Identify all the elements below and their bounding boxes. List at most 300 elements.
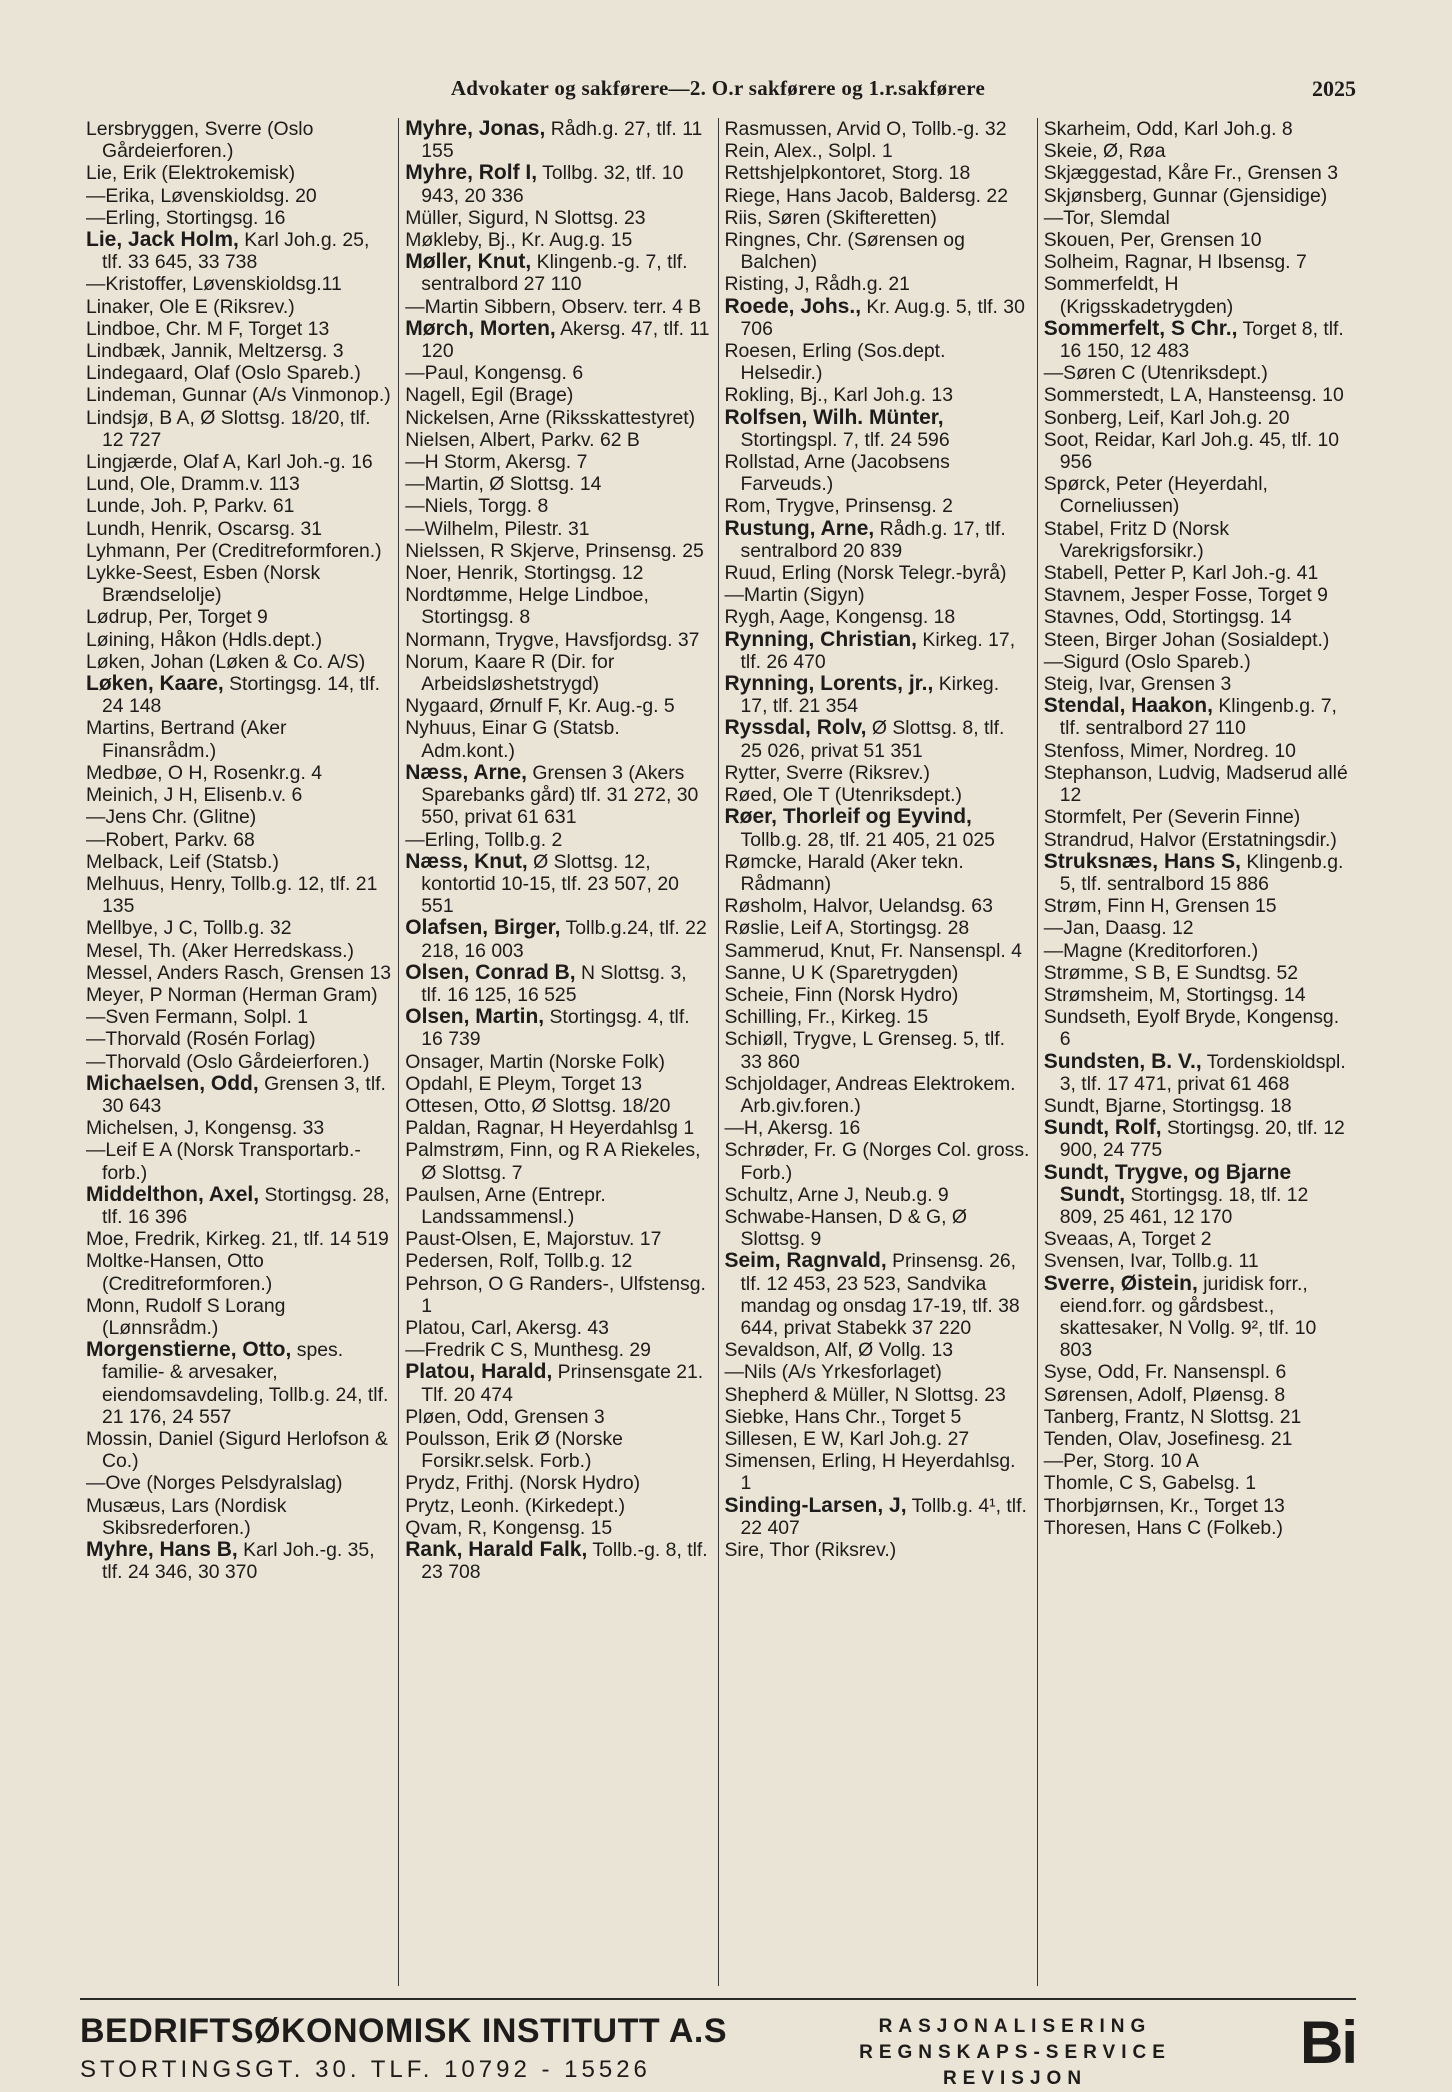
entry-text: —Erika, Løvenskioldsg. 20 (86, 184, 317, 207)
entry-text: Stephanson, Ludvig, Madserud allé 12 (1043, 761, 1348, 807)
entry-name: Sundt, Trygve, og Bjarne Sundt, (1043, 1160, 1292, 1206)
entry-text: Strandrud, Halvor (Erstatningsdir.) (1043, 828, 1337, 851)
directory-entry (1044, 673, 1350, 695)
entry-text: Sørensen, Adolf, Pløensg. 8 (1043, 1383, 1286, 1406)
entry-name: Rolfsen, Wilh. Münter, (724, 405, 944, 429)
directory-entry (725, 1539, 1031, 1561)
entry-text: Platou, Carl, Akersg. 43 (405, 1316, 609, 1339)
entry-text: Rådh.g. 17, tlf. sentralbord 20 839 (740, 517, 1006, 562)
entry-name: Rynning, Lorents, jr., (724, 672, 934, 696)
entry-text: Thomle, C S, Gabelsg. 1 (1043, 1472, 1257, 1495)
directory-entry (405, 362, 711, 384)
entry-text: Stabell, Petter P, Karl Joh.-g. 41 (1043, 562, 1319, 585)
directory-entry (405, 407, 711, 429)
entry-text: —Erling, Stortingsg. 16 (86, 206, 286, 229)
directory-entry (405, 962, 711, 1006)
entry-text: N Slottsg. 3, tlf. 16 125, 16 525 (421, 961, 687, 1006)
directory-entry (86, 606, 392, 628)
entry-text: Moe, Fredrik, Kirkeg. 21, tlf. 14 519 (86, 1228, 389, 1251)
directory-entry (86, 384, 392, 406)
directory-entry (1044, 1450, 1350, 1472)
directory-entry (86, 451, 392, 473)
entry-text: Lindsjø, B A, Ø Slottsg. 18/20, tlf. 12 727 (86, 406, 371, 451)
entry-name: Platou, Harald, (405, 1360, 553, 1384)
directory-entry (86, 784, 392, 806)
entry-text: Karl Joh.-g. 35, tlf. 24 346, 30 370 (102, 1539, 375, 1584)
directory-entry (1044, 1117, 1350, 1161)
directory-entry (86, 495, 392, 517)
entry-text: Lyhmann, Per (Creditreformforen.) (86, 539, 382, 562)
directory-entry (405, 1361, 711, 1405)
entry-text: Meinich, J H, Elisenb.v. 6 (86, 784, 303, 807)
directory-entry (1044, 207, 1350, 229)
directory-entry (405, 540, 711, 562)
entry-text: Kirkeg. 17, tlf. 21 354 (740, 673, 1000, 718)
directory-entry (1044, 651, 1350, 673)
entry-text: Løining, Håkon (Hdls.dept.) (86, 628, 323, 651)
directory-entry (405, 651, 711, 695)
directory-entry (725, 340, 1031, 384)
entry-text: Tordenskioldspl. 3, tlf. 17 471, privat 61 468 (1059, 1050, 1346, 1095)
entry-text: Tanberg, Frantz, N Slottsg. 21 (1043, 1405, 1302, 1428)
entry-text: Mesel, Th. (Aker Herredskass.) (86, 939, 354, 962)
directory-entry (725, 185, 1031, 207)
entry-text: Prydz, Frithj. (Norsk Hydro) (405, 1472, 641, 1495)
entry-text: —H Storm, Akersg. 7 (405, 451, 588, 474)
entry-text: Lindbæk, Jannik, Meltzersg. 3 (86, 340, 344, 363)
directory-entry (86, 362, 392, 384)
directory-entry (725, 207, 1031, 229)
entry-text: Nielssen, R Skjerve, Prinsensg. 25 (405, 539, 704, 562)
directory-entry (405, 1539, 711, 1583)
entry-text: Kr. Aug.g. 5, tlf. 30 706 (740, 295, 1025, 340)
directory-entry (1044, 162, 1350, 184)
entry-text: Shepherd & Müller, N Slottsg. 23 (724, 1383, 1006, 1406)
directory-entry (1044, 118, 1350, 140)
entry-text: —H, Akersg. 16 (724, 1117, 861, 1140)
entry-text: —Leif E A (Norsk Transportarb.-forb.) (86, 1139, 361, 1184)
directory-entry (405, 495, 711, 517)
directory-entry (1044, 851, 1350, 895)
entry-text: Røsholm, Halvor, Uelandsg. 63 (724, 895, 993, 918)
entry-name: Middelthon, Axel, (86, 1182, 260, 1206)
entry-text: Rådh.g. 27, tlf. 11 155 (421, 118, 703, 163)
entry-text: —Sven Fermann, Solpl. 1 (86, 1006, 309, 1029)
entry-text: Rømcke, Harald (Aker tekn. Rådmann) (724, 850, 964, 895)
directory-entry (405, 1095, 711, 1117)
entry-text: Sonberg, Leif, Karl Joh.g. 20 (1043, 406, 1290, 429)
entry-text: Svensen, Ivar, Tollb.g. 11 (1043, 1250, 1259, 1273)
entry-text: Syse, Odd, Fr. Nansenspl. 6 (1043, 1361, 1287, 1384)
directory-entry (405, 1117, 711, 1139)
entry-text: Røed, Ole T (Utenriksdept.) (724, 784, 962, 807)
footer-service-item: RASJONALISERING (878, 2016, 1152, 2037)
entry-name: Myhre, Hans B, (86, 1538, 238, 1561)
entry-name: Myhre, Rolf I, (405, 161, 538, 185)
entry-text: Martins, Bertrand (Aker Finansrådm.) (86, 717, 287, 762)
directory-entry (725, 984, 1031, 1006)
directory-entry (86, 651, 392, 673)
directory-entry (405, 162, 711, 206)
directory-entry (1044, 185, 1350, 207)
entry-text: Schiøll, Trygve, L Grenseg. 5, tlf. 33 860 (724, 1028, 1006, 1073)
directory-entry (405, 1228, 711, 1250)
entry-text: —Ove (Norges Pelsdyralslag) (86, 1472, 343, 1495)
directory-entry (725, 606, 1031, 628)
directory-entry (1044, 1361, 1350, 1383)
directory-entry (405, 1006, 711, 1050)
entry-text: Onsager, Martin (Norske Folk) (405, 1050, 665, 1073)
directory-entry (725, 673, 1031, 717)
page-number: 2025 (1312, 76, 1356, 101)
directory-entry (86, 473, 392, 495)
entry-text: —Paul, Kongensg. 6 (405, 362, 584, 385)
directory-entry (86, 340, 392, 362)
entry-text: Sevaldson, Alf, Ø Vollg. 13 (724, 1339, 954, 1362)
entry-text: Skarheim, Odd, Karl Joh.g. 8 (1043, 118, 1293, 140)
directory-entry (1044, 1250, 1350, 1272)
entry-text: Ø Slottsg. 12, kontortid 10-15, tlf. 23 507, 20 551 (421, 850, 679, 918)
entry-text: Rokling, Bj., Karl Joh.g. 13 (724, 384, 953, 407)
entry-text: Siebke, Hans Chr., Torget 5 (724, 1405, 962, 1428)
directory-entry (1044, 384, 1350, 406)
entry-name: Næss, Knut, (405, 849, 528, 873)
entry-text: Musæus, Lars (Nordisk Skibsrederforen.) (86, 1494, 287, 1539)
directory-entry (86, 917, 392, 939)
directory-entry (86, 1539, 392, 1583)
entry-text: —Kristoffer, Løvenskioldsg.11 (86, 273, 342, 296)
entry-name: Rank, Harald Falk, (405, 1538, 588, 1561)
entry-text: Strømme, S B, E Sundtsg. 52 (1043, 961, 1299, 984)
directory-entry (725, 1139, 1031, 1183)
directory-entry (1044, 606, 1350, 628)
directory-entry (1044, 806, 1350, 828)
entry-text: Stortingsg. 18, tlf. 12 809, 25 461, 12 170 (1059, 1183, 1309, 1228)
directory-column (80, 118, 398, 1986)
directory-entry (405, 451, 711, 473)
directory-entry (405, 695, 711, 717)
entry-text: —Thorvald (Oslo Gårdeierforen.) (86, 1050, 370, 1073)
directory-entry (1044, 1095, 1350, 1117)
directory-entry (1044, 984, 1350, 1006)
directory-entry (86, 162, 392, 184)
directory-entry (86, 829, 392, 851)
entry-text: Lunde, Joh. P, Parkv. 61 (86, 495, 295, 518)
entry-text: Lindboe, Chr. M F, Torget 13 (86, 317, 330, 340)
entry-text: Stavnem, Jesper Fosse, Torget 9 (1043, 584, 1328, 607)
entry-text: Stortingsg. 4, tlf. 16 739 (421, 1006, 690, 1051)
entry-name: Rynning, Christian, (724, 627, 918, 651)
entry-text: —Søren C (Utenriksdept.) (1043, 362, 1268, 385)
entry-text: Nickelsen, Arne (Riksskattestyret) (405, 406, 696, 429)
entry-text: Ø Slottsg. 8, tlf. 25 026, privat 51 351 (740, 717, 1005, 762)
directory-entry (1044, 1051, 1350, 1095)
directory-entry (86, 1028, 392, 1050)
entry-text: Lindegaard, Olaf (Oslo Spareb.) (86, 362, 361, 385)
directory-entry (1044, 1162, 1350, 1229)
entry-name: Røer, Thorleif og Eyvind, (724, 805, 972, 829)
entry-text: spes. familie- & arvesaker, eiendomsavdeling, Tollb.g. 24, tlf. 21 176, 24 557 (102, 1339, 389, 1428)
entry-text: —Fredrik C S, Munthesg. 29 (405, 1339, 651, 1362)
entry-text: Strømsheim, M, Stortingsg. 14 (1043, 983, 1306, 1006)
directory-entry (1044, 1472, 1350, 1494)
entry-name: Næss, Arne, (405, 760, 528, 784)
directory-entry (725, 851, 1031, 895)
entry-text: Nyhuus, Einar G (Statsb. Adm.kont.) (405, 717, 620, 762)
directory-entry (725, 118, 1031, 140)
entry-text: Pløen, Odd, Grensen 3 (405, 1405, 605, 1428)
entry-text: Torget 8, tlf. 16 150, 12 483 (1059, 317, 1344, 363)
entry-text: Sveaas, A, Torget 2 (1043, 1228, 1212, 1251)
entry-text: Rettshjelpkontoret, Storg. 18 (724, 162, 971, 185)
directory-entry (725, 940, 1031, 962)
entry-text: Medbøe, O H, Rosenkr.g. 4 (86, 761, 323, 784)
entry-text: Ruud, Erling (Norsk Telegr.-byrå) (724, 562, 1007, 585)
entry-text: —Erling, Tollb.g. 2 (405, 828, 563, 851)
entry-text: Melback, Leif (Statsb.) (86, 850, 279, 873)
directory-entry (86, 1184, 392, 1228)
entry-text: Klingenb.g. 7, tlf. sentralbord 27 110 (1059, 695, 1337, 740)
directory-entry (725, 1406, 1031, 1428)
entry-text: Riege, Hans Jacob, Baldersg. 22 (724, 184, 1008, 207)
directory-entry (86, 207, 392, 229)
entry-text: Sommerfeldt, H (Krigsskadetrygden) (1043, 273, 1234, 318)
directory-entry (725, 495, 1031, 517)
entry-text: Michelsen, J, Kongensg. 33 (86, 1117, 325, 1140)
directory-entry (725, 717, 1031, 761)
entry-text: Lersbryggen, Sverre (Oslo Gårdeierforen.) (86, 118, 314, 163)
entry-text: Nielsen, Albert, Parkv. 62 B (405, 428, 640, 451)
entry-text: Nordtømme, Helge Lindboe, Stortingsg. 8 (405, 584, 649, 629)
entry-text: Røslie, Leif A, Stortingsg. 28 (724, 917, 970, 940)
entry-text: Mossin, Daniel (Sigurd Herlofson & Co.) (86, 1427, 388, 1473)
directory-entry (86, 562, 392, 606)
page-title: Advokater og sakførere—2. O.r sakførere og 1.r.sakførere (450, 76, 986, 100)
directory-entry (1044, 1517, 1350, 1539)
entry-name: Møller, Knut, (405, 250, 532, 274)
directory-entry (1044, 562, 1350, 584)
entry-text: Lødrup, Per, Torget 9 (86, 606, 268, 629)
entry-text: Sanne, U K (Sparetrygden) (724, 961, 959, 984)
directory-entry (86, 407, 392, 451)
directory-entry (725, 1495, 1031, 1539)
entry-text: —Nils (A/s Yrkesforlaget) (724, 1361, 942, 1384)
entry-text: Ottesen, Otto, Ø Slottsg. 18/20 (405, 1094, 671, 1117)
entry-text: Tenden, Olav, Josefinesg. 21 (1043, 1427, 1293, 1450)
directory-entry (405, 1184, 711, 1228)
directory-entry (725, 1184, 1031, 1206)
entry-text: —Sigurd (Oslo Spareb.) (1043, 650, 1251, 673)
directory-entry (86, 1006, 392, 1028)
directory-entry (725, 1117, 1031, 1139)
entry-text: Prinsensgate 21. Tlf. 20 474 (421, 1361, 704, 1406)
footer-address: STORTINGSGT. 30. TLF. 10792 - 15526 (80, 2056, 651, 2083)
entry-name: Seim, Ragnvald, (724, 1249, 887, 1273)
directory-entry (1044, 629, 1350, 651)
directory-entry (1044, 1228, 1350, 1250)
entry-text: Møkleby, Bj., Kr. Aug.g. 15 (405, 229, 633, 252)
entry-text: Lykke-Seest, Esben (Norsk Brændselolje) (86, 562, 321, 607)
entry-text: Strøm, Finn H, Grensen 15 (1043, 895, 1277, 918)
entry-text: Scheie, Finn (Norsk Hydro) (724, 983, 959, 1006)
entry-text: Grensen 3, tlf. 30 643 (102, 1072, 386, 1117)
entry-text: Simensen, Erling, H Heyerdahlsg. 1 (724, 1450, 1016, 1495)
directory-entry (1044, 473, 1350, 517)
directory-entry (1044, 940, 1350, 962)
entry-text: Lingjærde, Olaf A, Karl Joh.-g. 16 (86, 451, 373, 474)
directory-entry (405, 518, 711, 540)
directory-entry (725, 895, 1031, 917)
entry-name: Sommerfelt, S Chr., (1043, 316, 1238, 340)
directory-entry (725, 518, 1031, 562)
entry-name: Roede, Johs., (724, 294, 862, 318)
entry-text: Lundh, Henrik, Oscarsg. 31 (86, 517, 323, 540)
entry-text: Rein, Alex., Solpl. 1 (724, 140, 893, 163)
directory-entry (405, 717, 711, 761)
entry-text: Messel, Anders Rasch, Grensen 13 (86, 961, 392, 984)
directory-entry (86, 673, 392, 717)
footer-services (780, 2014, 1250, 2092)
entry-text: Paulsen, Arne (Entrepr. Landssammensl.) (405, 1183, 606, 1228)
directory-entry (1044, 1428, 1350, 1450)
entry-text: Sundseth, Eyolf Bryde, Kongensg. 6 (1043, 1006, 1340, 1051)
directory-entry (86, 806, 392, 828)
entry-text: Sommerstedt, L A, Hansteensg. 10 (1043, 384, 1344, 407)
entry-text: Paust-Olsen, E, Majorstuv. 17 (405, 1228, 662, 1251)
entry-text: Solheim, Ragnar, H Ibsensg. 7 (1043, 251, 1307, 274)
directory-entry (86, 118, 392, 162)
directory-entry (725, 1206, 1031, 1250)
directory-entry (725, 1028, 1031, 1072)
entry-text: Rytter, Sverre (Riksrev.) (724, 761, 930, 784)
directory-entry (86, 1250, 392, 1294)
directory-entry (86, 1472, 392, 1494)
bi-logo: Bi (1300, 2009, 1356, 2076)
entry-text: Mellbye, J C, Tollb.g. 32 (86, 917, 292, 940)
entry-text: —Martin Sibbern, Observ. terr. 4 B (405, 295, 702, 318)
directory-entry (1044, 584, 1350, 606)
footer-service-item: REGNSKAPS-SERVICE (859, 2042, 1171, 2063)
directory-entry (1044, 1495, 1350, 1517)
directory-entry (405, 1406, 711, 1428)
entry-text: Schrøder, Fr. G (Norges Col. gross. Forb.) (724, 1139, 1030, 1184)
directory-entry (405, 829, 711, 851)
entry-text: Skjønsberg, Gunnar (Gjensidige) (1043, 184, 1328, 207)
directory-entry (1044, 229, 1350, 251)
entry-text: Normann, Trygve, Havsfjordsg. 37 (405, 628, 700, 651)
entry-text: —Tor, Slemdal (1043, 206, 1170, 229)
entry-text: juridisk forr., eiend.forr. og gårdsbest., skattesaker, N Vollg. 9², tlf. 10 803 (1059, 1272, 1317, 1362)
entry-text: —Jan, Daasg. 12 (1043, 917, 1194, 940)
directory-entry (86, 518, 392, 540)
directory-entry (405, 384, 711, 406)
entry-text: Skjæggestad, Kåre Fr., Grensen 3 (1043, 162, 1338, 185)
entry-text: Karl Joh.g. 25, tlf. 33 645, 33 738 (102, 229, 370, 274)
entry-text: Tollb.g. 28, tlf. 21 405, 21 025 (740, 828, 995, 851)
directory-entry (405, 762, 711, 829)
entry-text: Løken, Johan (Løken & Co. A/S) (86, 650, 366, 673)
entry-text: Sillesen, E W, Karl Joh.g. 27 (724, 1427, 970, 1450)
directory-entry (1044, 895, 1350, 917)
directory-entry (86, 962, 392, 984)
directory-entry (725, 1428, 1031, 1450)
directory-entry (1044, 1384, 1350, 1406)
entry-text: —Niels, Torgg. 8 (405, 495, 549, 518)
entry-text: Poulsson, Erik Ø (Norske Forsikr.selsk. Forb.) (405, 1427, 623, 1473)
entry-text: Opdahl, E Pleym, Torget 13 (405, 1072, 643, 1095)
directory-entry (1044, 407, 1350, 429)
directory-entry (1044, 829, 1350, 851)
directory-entry (1044, 429, 1350, 473)
directory-entry (86, 629, 392, 651)
directory-entry (86, 318, 392, 340)
entry-text: Noer, Henrik, Stortingsg. 12 (405, 562, 644, 585)
directory-entry (86, 185, 392, 207)
directory-entry (405, 1495, 711, 1517)
entry-text: Stortingsg. 28, tlf. 16 396 (102, 1183, 390, 1228)
entry-text: —Martin (Sigyn) (724, 584, 865, 607)
directory-entry (405, 473, 711, 495)
entry-name: Sundt, Rolf, (1043, 1116, 1162, 1140)
entry-text: Nagell, Egil (Brage) (405, 384, 574, 407)
entry-name: Mørch, Morten, (405, 316, 556, 340)
entry-text: Tollb.g.24, tlf. 22 218, 16 003 (421, 917, 707, 962)
directory-entry (725, 384, 1031, 406)
directory-entry (725, 1006, 1031, 1028)
directory-entry (405, 584, 711, 628)
entry-text: Monn, Rudolf S Lorang (Lønnsrådm.) (86, 1294, 286, 1339)
entry-text: Meyer, P Norman (Herman Gram) (86, 983, 378, 1006)
entry-text: —Wilhelm, Pilestr. 31 (405, 517, 590, 540)
entry-text: Tollbg. 32, tlf. 10 943, 20 336 (421, 162, 684, 207)
directory-entry (405, 1051, 711, 1073)
directory-entry (405, 1250, 711, 1272)
entry-text: Soot, Reidar, Karl Joh.g. 45, tlf. 10 956 (1043, 428, 1340, 474)
entry-text: Moltke-Hansen, Otto (Creditreformforen.) (86, 1250, 273, 1295)
directory-entry (86, 1495, 392, 1539)
directory-entry (725, 451, 1031, 495)
entry-name: Olafsen, Birger, (405, 916, 561, 940)
entry-text: Paldan, Ragnar, H Heyerdahlsg 1 (405, 1117, 695, 1140)
directory-entry (405, 917, 711, 961)
directory-entry (1044, 762, 1350, 806)
directory-entry (725, 562, 1031, 584)
entry-text: Rollstad, Arne (Jacobsens Farveuds.) (724, 451, 950, 496)
directory-entry (405, 1073, 711, 1095)
entry-text: Lie, Erik (Elektrokemisk) (86, 162, 296, 185)
entry-text: Stortingsg. 14, tlf. 24 148 (102, 673, 381, 718)
directory-entry (725, 784, 1031, 806)
directory-entry (405, 318, 711, 362)
entry-text: Stavnes, Odd, Stortingsg. 14 (1043, 606, 1292, 629)
entry-text: Skouen, Per, Grensen 10 (1043, 229, 1262, 252)
directory-entry (1044, 1273, 1350, 1362)
directory-column (398, 118, 717, 1986)
directory-entry (725, 1073, 1031, 1117)
directory-entry (405, 851, 711, 918)
directory-entry (86, 940, 392, 962)
footer-service-item: REVISJON (942, 2068, 1088, 2089)
entry-text: Sundt, Bjarne, Stortingsg. 18 (1043, 1094, 1292, 1117)
entry-name: Løken, Kaare, (86, 672, 224, 696)
entry-text: Skeie, Ø, Røa (1043, 140, 1166, 163)
directory-entry (725, 162, 1031, 184)
entry-text: Schjoldager, Andreas Elektrokem. Arb.giv.foren.) (724, 1072, 1016, 1117)
entry-text: Pehrson, O G Randers-, Ulfstensg. 1 (405, 1272, 706, 1317)
directory-entry (405, 118, 711, 162)
directory-entry (725, 1339, 1031, 1361)
directory-entry (86, 717, 392, 761)
